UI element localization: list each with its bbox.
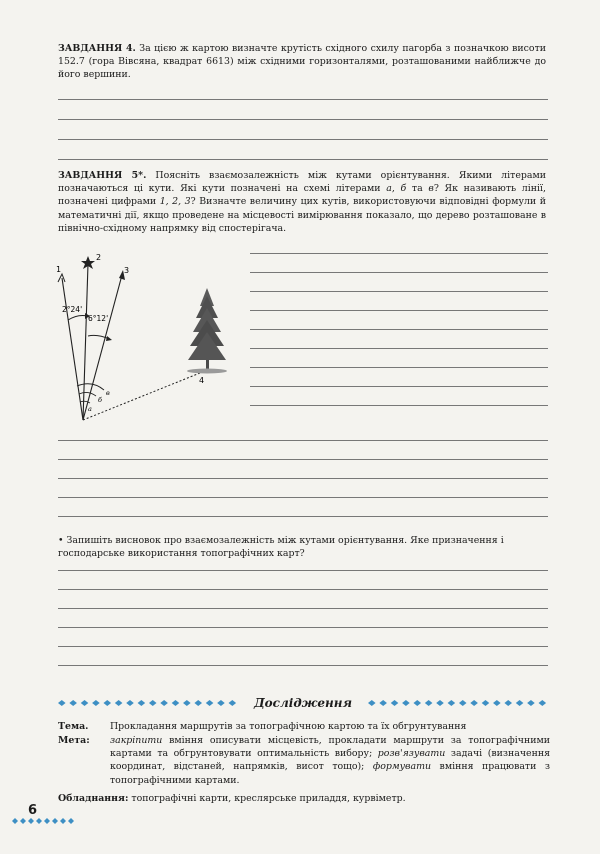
research-title: Дослідження	[254, 696, 353, 710]
tree-icon	[187, 288, 227, 374]
bullet-icon: •	[58, 535, 64, 546]
task5-answer-lines-right[interactable]	[250, 253, 548, 406]
task4-paragraph	[58, 42, 546, 82]
letter-b: б	[400, 183, 407, 195]
angle-a-label: а	[88, 405, 92, 413]
angle-arc-b	[79, 392, 96, 396]
conclusion-text: Запишіть висновок про взаємозалежність між кутами орієнтування. Яке призначення і господарське використання топографічних карт?	[58, 535, 504, 560]
line-3	[83, 275, 122, 420]
angle-arc-v	[77, 384, 104, 390]
tree-label: 4	[199, 376, 205, 385]
task4-answer-lines[interactable]	[58, 99, 548, 160]
conclusion-paragraph	[58, 534, 546, 560]
page-number: 6	[28, 803, 38, 818]
line-3-label: 3	[124, 266, 130, 275]
letter-a: а	[386, 183, 392, 195]
topic-text: Прокладання маршрутів за топографічною картою та їх обгрунтування	[110, 721, 467, 732]
conclusion-answer-lines[interactable]	[58, 570, 548, 666]
banner-dots-right	[368, 697, 548, 709]
task5-label: ЗАВДАННЯ 5*.	[58, 170, 147, 181]
page-number-ornament	[10, 812, 90, 830]
goal-label: Мета:	[58, 735, 90, 746]
line-1-label: 1	[56, 265, 62, 274]
research-goal	[58, 734, 551, 790]
line-1-arrow	[58, 274, 65, 282]
research-equipment	[58, 792, 548, 806]
equipment-text: топографічні карти, креслярське приладдя, курвіметр.	[128, 793, 406, 804]
angle-b-label: б	[98, 396, 102, 404]
line-2-label: 2	[96, 253, 102, 262]
angle-left-label: 2°24'	[62, 305, 83, 314]
orientation-angles-diagram	[52, 250, 252, 430]
digits: 1, 2, 3	[159, 196, 191, 208]
angle-right-label: 6°12'	[88, 314, 109, 323]
research-banner	[58, 693, 548, 713]
research-topic	[58, 720, 548, 734]
topic-label: Тема.	[58, 721, 89, 732]
angle-arc-left	[68, 316, 87, 321]
task4-text: За цією ж картою визначте крутість східного схилу пагорба з позначкою висоти 152.7 (гора Вівсяна, квадрат 6613) між східними горизонталями, розташованими найближче до його вершини.	[58, 43, 547, 81]
angle-v-label: в	[106, 389, 110, 397]
task5-paragraph: ЗАВДАННЯ 5*. Поясніть взаємозалежність між кутами орієнтування. Якими літерами позначаються ці кути. Які кути позначені на схемі літерами а, б та в? Як називають лінії, позначені цифрами 1, 2, 3? Визначте величину цих кутів, використовуючи відповідні формули й математичні дії, якщо проведене на місцевості вимірювання показало, що дерево розташоване в північно-східному напрямку від спостерігача.	[58, 170, 547, 234]
task4-label: ЗАВДАННЯ 4.	[58, 43, 136, 54]
task5-answer-lines[interactable]	[58, 440, 548, 517]
goal-text: закріпити вміння описувати місцевість, прокладати маршрути за топографічними картами та обгрунтовувати оптимальність вибору; розв'язувати задачі (визначення координат, відстаней, напрямків, висот тощо); формувати вміння працювати з топографічними картами.	[110, 735, 551, 786]
line-1	[62, 278, 83, 420]
equipment-label: Обладнання:	[58, 793, 129, 804]
letter-v: в	[428, 183, 434, 195]
banner-dots-left	[58, 697, 238, 709]
arc-right-arrow	[106, 336, 112, 341]
line-2	[83, 264, 88, 420]
